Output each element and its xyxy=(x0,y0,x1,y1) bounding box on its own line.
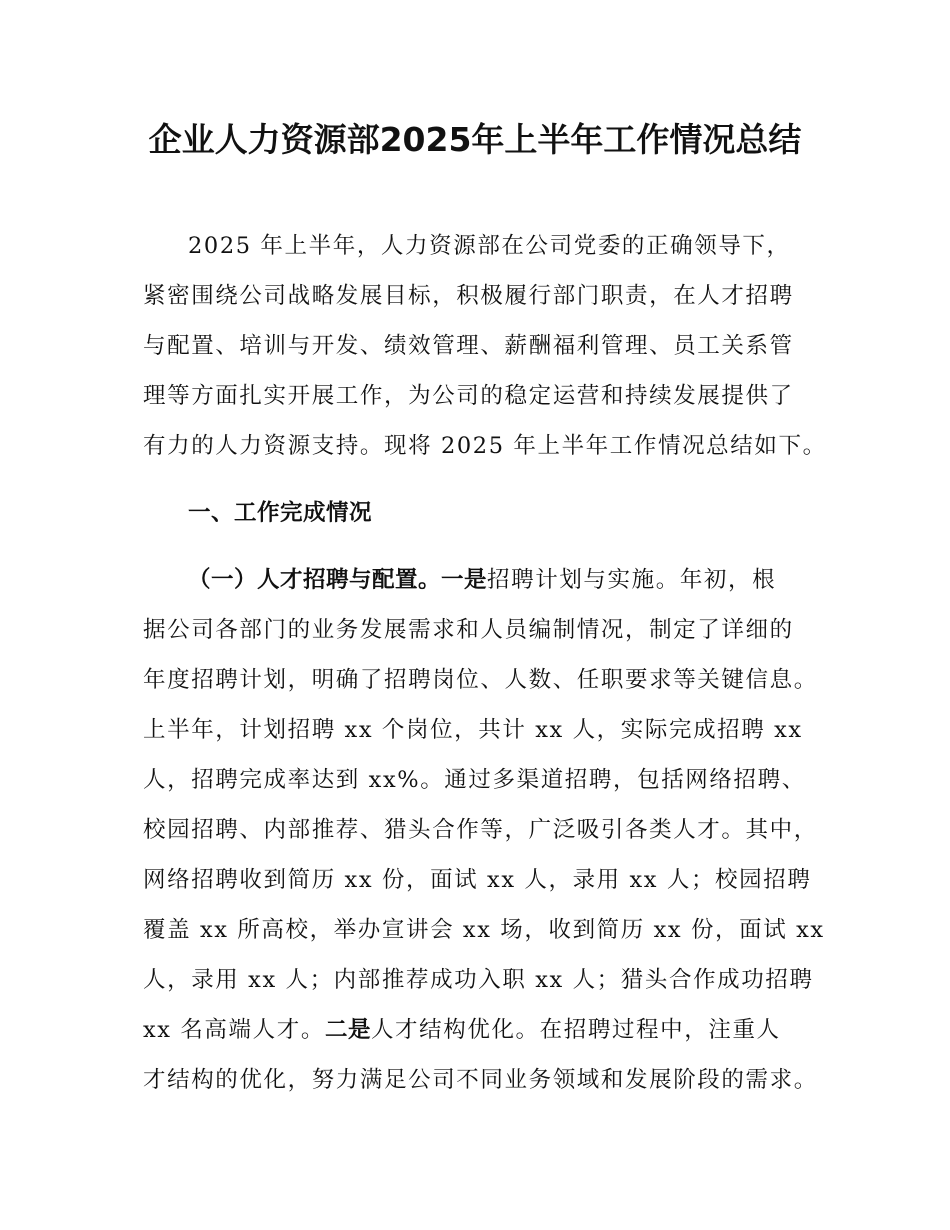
intro-line-1: 2025 年上半年，人力资源部在公司党委的正确领导下， xyxy=(188,233,791,259)
document-title: 企业人力资源部2025年上半年工作情况总结 xyxy=(148,120,802,159)
body-line-1: 据公司各部门的业务发展需求和人员编制情况，制定了详细的 xyxy=(143,617,794,643)
subsection-first-line xyxy=(188,560,878,600)
intro-line-5: 有力的人力资源支持。现将 2025 年上半年工作情况总结如下。 xyxy=(143,433,827,459)
body-line-7: 覆盖 xx 所高校，举办宣讲会 xx 场，收到简历 xx 份，面试 xx xyxy=(143,917,825,943)
body-line-9 xyxy=(143,1010,833,1050)
body-line-5: 校园招聘、内部推荐、猎头合作等，广泛吸引各类人才。其中， xyxy=(143,817,818,843)
body-line-4: 人，招聘完成率达到 xx%。通过多渠道招聘，包括网络招聘、 xyxy=(143,767,806,793)
point-two-text: 人才结构优化。在招聘过程中，注重人 xyxy=(370,1017,781,1043)
point-one-end-text: xx 名高端人才。 xyxy=(143,1017,325,1043)
body-line-10: 才结构的优化，努力满足公司不同业务领域和发展阶段的需求。 xyxy=(143,1067,818,1093)
body-line-8: 人，录用 xx 人；内部推荐成功入职 xx 人；猎头合作成功招聘 xyxy=(143,967,814,993)
body-line-6: 网络招聘收到简历 xx 份，面试 xx 人，录用 xx 人；校园招聘 xyxy=(143,867,812,893)
subsection-heading: （一）人才招聘与配置。 xyxy=(188,567,442,593)
intro-line-2: 紧密围绕公司战略发展目标，积极履行部门职责，在人才招聘 xyxy=(143,283,794,309)
intro-line-3: 与配置、培训与开发、绩效管理、薪酬福利管理、员工关系管 xyxy=(143,333,794,359)
point-one-text: 招聘计划与实施。年初，根 xyxy=(487,567,777,593)
point-one-marker: 一是 xyxy=(441,567,488,593)
body-line-3: 上半年，计划招聘 xx 个岗位，共计 xx 人，实际完成招聘 xx xyxy=(143,717,803,743)
body-line-2: 年度招聘计划，明确了招聘岗位、人数、任职要求等关键信息。 xyxy=(143,667,818,693)
section-heading: 一、工作完成情况 xyxy=(188,500,373,526)
intro-line-4: 理等方面扎实开展工作，为公司的稳定运营和持续发展提供了 xyxy=(143,383,794,409)
point-two-marker: 二是 xyxy=(324,1017,371,1043)
